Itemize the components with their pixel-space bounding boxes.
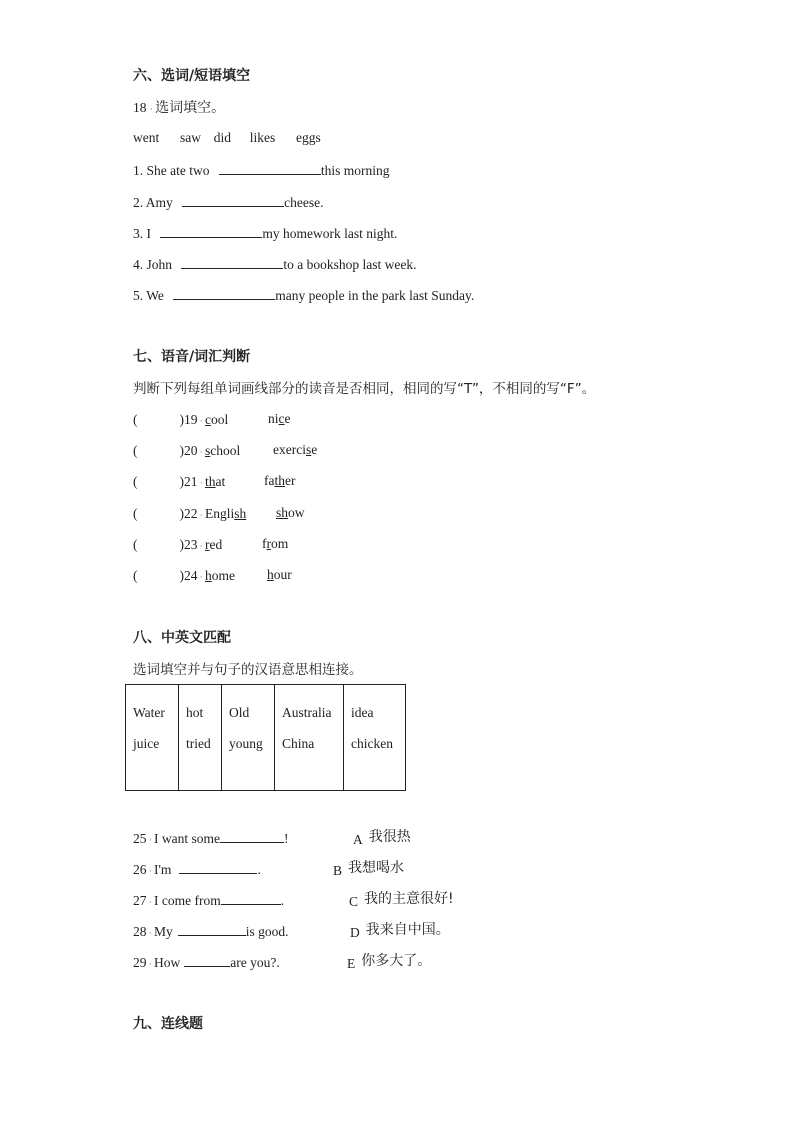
underlined-part: r (266, 536, 271, 551)
question-number: 28 (133, 924, 147, 939)
option-letter: D (350, 925, 360, 940)
match-item-26: 26 · I'm . (133, 862, 261, 877)
judge-item: ( )19 · cool nice (133, 411, 291, 427)
word-bank-word: saw (180, 130, 201, 145)
item-text: 1. She ate two (133, 163, 210, 178)
word-part: e (284, 411, 291, 426)
item-text: . (280, 893, 285, 908)
word-bank-word: eggs (296, 130, 321, 145)
answer-blank[interactable] (179, 860, 257, 874)
word-part: at (215, 474, 226, 489)
option-text: 我的主意很好! (364, 891, 454, 907)
word-bank-word: did (213, 130, 232, 145)
judge-item: ( )23 · red from (133, 536, 289, 552)
item-text: are you?. (230, 955, 280, 970)
word-1 (205, 506, 246, 521)
word-1 (205, 443, 240, 458)
word-2 (276, 505, 305, 521)
section8-instruction: 选词填空并与句子的汉语意思相连接。 (133, 662, 363, 678)
word-cell (344, 685, 406, 791)
underlined-part: c (205, 412, 211, 427)
underlined-part: c (278, 411, 285, 426)
match-item-27: 27 · I come from . (133, 893, 285, 908)
question-number: )23 (179, 537, 198, 552)
word-2 (268, 411, 291, 427)
word-2 (267, 567, 292, 583)
table-word: Australia (282, 705, 332, 720)
match-option-e[interactable] (347, 953, 431, 973)
section6-heading: 六、选词/短语填空 (133, 68, 251, 84)
answer-space[interactable] (138, 442, 180, 455)
instruction: 选词填空。 (155, 100, 226, 116)
word-2 (262, 536, 288, 552)
answer-blank[interactable] (220, 829, 284, 843)
underlined-part: h (267, 567, 274, 582)
word-part: f (262, 536, 267, 551)
match-option-a[interactable] (353, 829, 411, 849)
answer-space[interactable] (138, 411, 180, 424)
fill-item-3 (133, 224, 397, 242)
answer-blank[interactable] (221, 891, 281, 905)
item-text: many people in the park last Sunday. (275, 288, 475, 303)
option-letter: E (347, 956, 356, 971)
underlined-part: r (205, 537, 210, 552)
fill-item-2 (133, 193, 324, 211)
option-text: 我很热 (368, 829, 411, 845)
table-word: young (229, 736, 263, 751)
item-text: How (154, 955, 181, 970)
underlined-part: h (205, 568, 212, 583)
item-text: I'm (154, 862, 172, 877)
word-part: ni (268, 411, 279, 426)
item-text: I want some (154, 831, 220, 846)
item-text: cheese. (284, 195, 324, 210)
match-option-b[interactable] (333, 860, 404, 880)
table-word: Old (229, 705, 250, 720)
judge-item: ( )21 · that father (133, 473, 296, 489)
question-number: )22 (179, 506, 198, 521)
judge-item: ( )24 · home hour (133, 567, 292, 583)
section8-heading: 八、中英文匹配 (133, 630, 231, 646)
item-text: this morning (320, 163, 390, 178)
option-text: 我想喝水 (348, 860, 405, 876)
match-option-c[interactable] (349, 891, 454, 911)
word-part: ool (211, 412, 229, 427)
word-bank-word: likes (249, 130, 276, 145)
word-cell (179, 685, 222, 791)
item-text: is good. (245, 924, 289, 939)
word-bank (133, 130, 321, 146)
word-cell (126, 685, 179, 791)
word-part: ed (209, 537, 223, 552)
match-item-28: 28 · My is good. (133, 924, 289, 939)
word-part: om (271, 536, 289, 551)
word-part: Engli (205, 506, 235, 521)
table-word: juice (133, 736, 160, 751)
item-text: my homework last night. (262, 226, 398, 241)
answer-space[interactable] (138, 567, 180, 580)
table-word: hot (186, 705, 204, 720)
option-letter: C (349, 894, 359, 909)
item-text: . (257, 862, 261, 877)
open-paren: ( (133, 443, 138, 458)
question-number: )20 (179, 443, 198, 458)
section7-instruction: 判断下列每组单词画线部分的读音是否相同，相同的写“T”，不相同的写“F”。 (133, 381, 596, 397)
word-part: er (285, 473, 296, 488)
question-number: 25 (133, 831, 147, 846)
word-part: ow (288, 505, 305, 520)
answer-blank[interactable] (184, 953, 230, 967)
question-number: 18 (133, 100, 147, 115)
word-1 (205, 568, 235, 583)
fill-item-1 (133, 161, 390, 179)
answer-space[interactable] (138, 536, 180, 549)
word-part: exerci (273, 442, 306, 457)
item-text: 4. John (133, 257, 173, 272)
answer-blank[interactable] (182, 193, 284, 207)
underlined-part: s (205, 443, 211, 458)
item-text: I come from (154, 893, 221, 908)
item-text: ! (283, 831, 289, 846)
judge-item: ( )20 · school exercise (133, 442, 318, 458)
item-text: 5. We (133, 288, 164, 303)
question-number: 27 (133, 893, 147, 908)
question-number: )19 (179, 412, 198, 427)
word-1 (205, 412, 228, 427)
fill-item-5 (133, 286, 474, 304)
word-bank-word: went (133, 130, 160, 145)
answer-blank[interactable] (178, 922, 246, 936)
word-1 (205, 537, 222, 552)
word-part: ome (211, 568, 235, 583)
word-2 (273, 442, 317, 458)
open-paren: ( (133, 412, 138, 427)
answer-space[interactable] (138, 473, 180, 486)
match-item-25: 25 · I want some ! (133, 831, 289, 846)
judge-item: ( )22 · English show (133, 505, 305, 521)
fill-item-4 (133, 255, 417, 273)
word-cell (275, 685, 344, 791)
table-word: China (282, 736, 315, 751)
underlined-part: th (274, 473, 286, 488)
word-table (125, 684, 406, 791)
table-word: idea (351, 705, 374, 720)
open-paren: ( (133, 474, 138, 489)
underlined-part: s (305, 442, 312, 457)
section7-heading: 七、语音/词汇判断 (133, 349, 251, 365)
word-2 (264, 473, 296, 489)
open-paren: ( (133, 537, 138, 552)
option-text: 你多大了。 (361, 953, 432, 969)
option-text: 我来自中国。 (365, 922, 450, 938)
section9-heading: 九、连线题 (133, 1016, 203, 1032)
item-text: 2. Amy (133, 195, 173, 210)
word-cell (222, 685, 275, 791)
match-item-29: 29 · How are you?. (133, 955, 280, 970)
question-number: )21 (179, 474, 198, 489)
open-paren: ( (133, 506, 138, 521)
open-paren: ( (133, 568, 138, 583)
answer-blank[interactable] (173, 286, 275, 300)
item-text: My (154, 924, 173, 939)
option-letter: A (353, 832, 363, 847)
option-letter: B (333, 863, 343, 878)
underlined-part: sh (276, 505, 289, 520)
question-number: )24 (179, 568, 198, 583)
table-word: Water (133, 705, 165, 720)
match-option-d[interactable] (350, 922, 450, 942)
underlined-part: th (205, 474, 216, 489)
answer-space[interactable] (138, 505, 180, 518)
answer-blank[interactable] (219, 161, 321, 175)
question-number: 29 (133, 955, 147, 970)
table-word: chicken (351, 736, 393, 751)
question-18-header: 18 · 选词填空。 (133, 100, 226, 116)
item-text: to a bookshop last week. (283, 257, 417, 272)
item-text: 3. I (133, 226, 151, 241)
word-part: our (273, 567, 292, 582)
word-1 (205, 474, 225, 489)
word-part: chool (210, 443, 241, 458)
table-word: tried (186, 736, 211, 751)
answer-blank[interactable] (160, 224, 262, 238)
answer-blank[interactable] (181, 255, 283, 269)
word-part: fa (264, 473, 275, 488)
word-part: e (311, 442, 318, 457)
question-number: 26 (133, 862, 147, 877)
underlined-part: sh (234, 506, 247, 521)
